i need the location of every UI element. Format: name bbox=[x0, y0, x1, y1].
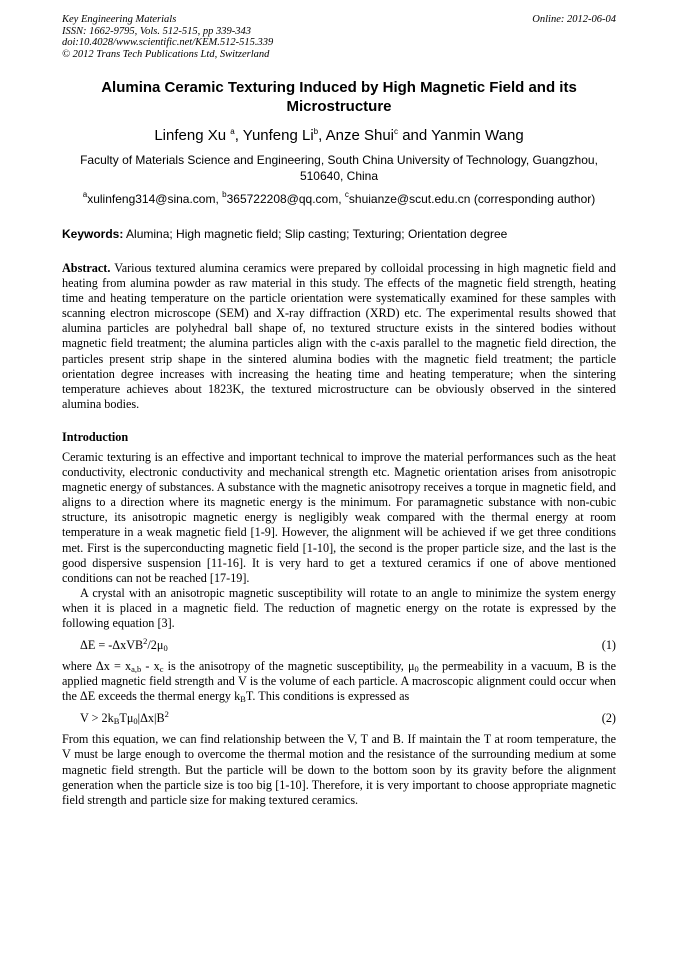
author-name: Linfeng Xu bbox=[154, 127, 227, 144]
equation-number: (1) bbox=[601, 638, 616, 653]
copyright-line: © 2012 Trans Tech Publications Ltd, Switzerland bbox=[62, 48, 270, 60]
author-mark: b bbox=[313, 127, 319, 136]
author-mark: c bbox=[394, 127, 399, 136]
doi-line: doi:10.4028/www.scientific.net/KEM.512-515.339 bbox=[62, 37, 274, 48]
equation-1: $\Delta E = -\Delta xVB^2/2\mu_0$ (1) bbox=[80, 636, 616, 654]
intro-paragraph-2: A crystal with an anisotropic magnetic susceptibility will rotate to an angle to minimize the system energy when it is placed in a magnetic field. The reduction of magnetic energy on the rotate is expressed by the following equation [3]. bbox=[62, 585, 616, 630]
journal-header bbox=[62, 14, 616, 60]
keywords bbox=[62, 227, 616, 242]
email-list: $^a$xulinfeng314@sina.com, $^b$365722208@qq.com, $^c$shuianze@scut.edu.cn (corresponding author) bbox=[82, 190, 596, 206]
affiliation: Faculty of Materials Science and Engineering, South China University of Technology, Guangzhou, 510640, China bbox=[80, 153, 598, 183]
intro-paragraph-3: where $\Delta x = x_{a,b} - x_c$ is the anisotropy of the magnetic susceptibility, $\mu_0$ the permeability in a vacuum, B is the applied magnetic field strength and V is the volume of each particle. A macroscopic alignment could occur when the ΔE exceeds the thermal energy $k_BT$. This conditions is expressed as bbox=[62, 659, 617, 705]
paper-page bbox=[62, 14, 616, 808]
intro-paragraph-4: From this equation, we can find relationship between the V, T and B. If maintain the T at room temperature, the V must be large enough to overcome the thermal motion and the resistance of the surrounding medium at some magnetic field strength. But the particle will be down to the bottom soon by its gravity before the alignment generation when the particle size is too big [1-10]. Therefore, it is very important to choose appropriate magnetic field strength and particle size for making textured ceramics. bbox=[62, 732, 616, 807]
keywords-label: Keywords: bbox=[62, 227, 124, 241]
author-mark: a bbox=[230, 127, 235, 136]
abstract-text: Various textured alumina ceramics were prepared by colloidal processing in high magnetic field and heating from alumina powder as raw material in this study. The effects of the magnetic field strength, heating time and heating temperature on the particle orientation were systematically examined for these samples with scanning electron microscope (SEM) and X-ray diffraction (XRD) etc. The experimental results showed that alumina particles are polyhedral ball shape of, no textured structure exists in the sintered bodies without magnetic field treatment; the alumina particles align with the c-axis parallel to the magnetic field direction, the particles present strip shape in the sintered alumina bodies with the magnetic field treatment; the particle orientation degree increases with increasing the heating time and heating temperature; when the sintering temperature achieves about 1823K, the textured microstructure can be obviously observed in the sintered alumina bodies. bbox=[62, 261, 617, 411]
issn-line: ISSN: 1662-9795, Vols. 512-515, pp 339-343 bbox=[62, 25, 251, 37]
author-name: Yunfeng Li bbox=[242, 127, 314, 144]
author-name: Anze Shui bbox=[325, 127, 395, 144]
online-date: Online: 2012-06-04 bbox=[532, 14, 616, 25]
author-list: Linfeng Xu $^a$, Yunfeng Li$^b$, Anze Shui$^c$ and Yanmin Wang bbox=[154, 127, 524, 144]
paper-title: Alumina Ceramic Texturing Induced by High Magnetic Field and its Microstructure bbox=[101, 79, 577, 115]
abstract bbox=[62, 261, 616, 412]
email-link[interactable]: xulinfeng314@sina.com bbox=[87, 192, 216, 206]
intro-paragraph-1: Ceramic texturing is an effective and important technical to improve the material performances such as the heat conductivity, electronic conductivity and mechanical strength etc. Magnetic orientation arises from anisotropic magnetic energy of substances. A substance with the magnetic anisotropy receives a torque in magnetic field, and aligns to a direction where its magnetic energy is the minimum. For paramagnetic substance with non-cubic structure, its anisotropic magnetic energy is negligibly weak compared with the thermal energy at room temperature in a weak magnetic field [1-9]. However, the alignment will be achieved if we get three conditions met. First is the superconducting magnetic field [1-10], the second is the proper particle size, and the last is the good dispersive suspension [11-16]. It is very hard to get a textured ceramics if one of above mentioned conditions can not be reached [17-19]. bbox=[62, 449, 616, 585]
email-link[interactable]: 365722208@qq.com bbox=[226, 192, 339, 206]
corresponding-note: (corresponding author) bbox=[473, 192, 596, 206]
equation-2: $V > 2k_BT\mu_0|\Delta x|B^2$ (2) bbox=[80, 709, 616, 727]
abstract-label: Abstract. bbox=[62, 261, 111, 275]
author-name: Yanmin Wang bbox=[431, 127, 524, 144]
section-heading-introduction: Introduction bbox=[62, 429, 129, 444]
equation-number: (2) bbox=[601, 711, 616, 726]
keywords-text: Alumina; High magnetic field; Slip casting; Texturing; Orientation degree bbox=[126, 227, 508, 241]
email-link[interactable]: shuianze@scut.edu.cn bbox=[348, 192, 471, 206]
journal-name: Key Engineering Materials bbox=[62, 14, 177, 25]
